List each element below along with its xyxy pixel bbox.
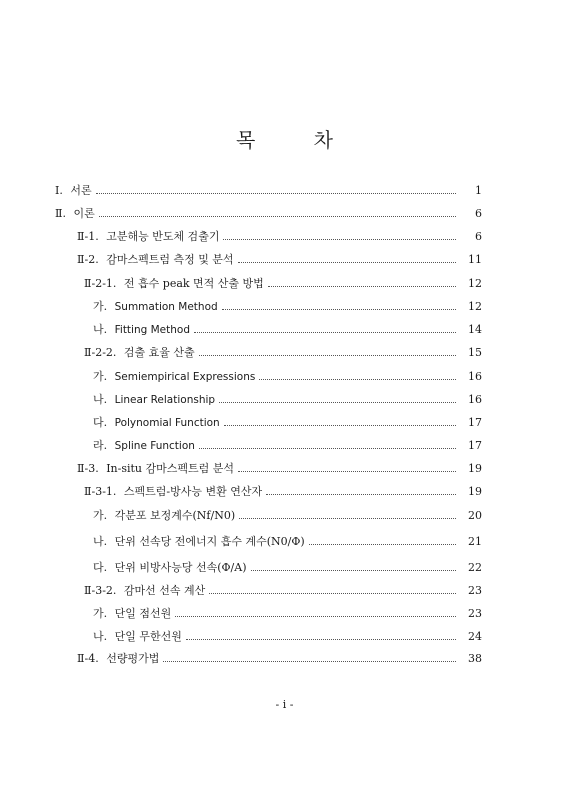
leader-dots	[268, 285, 456, 287]
toc-entry[interactable]	[93, 415, 482, 431]
toc-title: Semiempirical Expressions	[114, 371, 256, 383]
toc-entry[interactable]	[77, 229, 482, 245]
leader-dots	[238, 261, 456, 263]
toc-page-number: 23	[468, 607, 482, 620]
toc-number: Ⅰ.	[55, 184, 67, 197]
toc-page-number: 19	[468, 462, 482, 475]
toc-page-number: 23	[468, 584, 482, 597]
leader-dots	[219, 401, 456, 403]
toc-page-number: 17	[468, 439, 482, 452]
toc-title: 단일 점선원	[114, 607, 172, 620]
toc-title: 선량평가법	[106, 652, 160, 665]
leader-dots	[194, 331, 456, 333]
toc-title: 스펙트럼-방사능 변환 연산자	[123, 485, 263, 498]
toc-title: Fitting Method	[114, 324, 191, 336]
toc-number: 나.	[93, 630, 111, 643]
toc-page-number: 16	[468, 393, 482, 406]
toc-title: 서론	[70, 184, 92, 197]
leader-dots	[199, 354, 456, 356]
leader-dots	[175, 615, 456, 617]
toc-entry[interactable]	[84, 345, 482, 361]
toc-page-number: 12	[468, 300, 482, 313]
toc-page-number: 38	[468, 652, 482, 665]
leader-dots	[266, 493, 456, 495]
toc-entry[interactable]	[84, 583, 482, 599]
toc-number: 라.	[93, 439, 111, 452]
leader-dots	[163, 660, 456, 662]
toc-number: 가.	[93, 607, 111, 620]
toc-entry[interactable]	[93, 392, 482, 408]
leader-dots	[99, 215, 456, 217]
toc-page-number: 17	[468, 416, 482, 429]
page-footer-number: - i -	[275, 698, 294, 711]
leader-dots	[222, 308, 456, 310]
toc-title: 단위 비방사능당 선속(Φ/A)	[114, 561, 247, 574]
toc-page-number: 14	[468, 323, 482, 336]
toc-number: 나.	[93, 535, 111, 548]
toc-entry[interactable]	[77, 461, 482, 477]
leader-dots	[309, 543, 456, 545]
toc-page-number: 24	[468, 630, 482, 643]
toc-entry[interactable]	[93, 299, 482, 315]
toc-page-number: 22	[468, 561, 482, 574]
toc-number: Ⅱ-4.	[77, 652, 103, 665]
toc-title: Spline Function	[114, 440, 195, 452]
toc-number: Ⅱ-3-1.	[84, 485, 120, 498]
toc-entry[interactable]	[55, 206, 482, 222]
toc-entry[interactable]	[93, 369, 482, 385]
leader-dots	[251, 569, 456, 571]
leader-dots	[224, 424, 456, 426]
toc-entry[interactable]	[93, 629, 482, 645]
toc-entry[interactable]	[93, 606, 482, 622]
toc-page-number: 1	[475, 184, 482, 197]
toc-title: Linear Relationship	[114, 394, 216, 406]
toc-number: 가.	[93, 509, 111, 522]
toc-page-number: 6	[475, 230, 482, 243]
toc-number: 가.	[93, 370, 111, 383]
leader-dots	[96, 192, 456, 194]
toc-number: Ⅱ-2-1.	[84, 277, 120, 290]
page-title: 목 차	[236, 128, 359, 152]
toc-title: 각분포 보정계수(Nf/N0)	[114, 509, 236, 522]
toc-title: 전 흡수 peak 면적 산출 방법	[123, 277, 264, 290]
toc-title: Summation Method	[114, 301, 218, 313]
toc-number: 가.	[93, 300, 111, 313]
toc-title: 이론	[73, 207, 95, 220]
toc-number: 다.	[93, 561, 111, 574]
toc-number: Ⅱ-2-2.	[84, 346, 120, 359]
toc-title: 고분해능 반도체 검출기	[106, 230, 220, 243]
toc-number: 나.	[93, 323, 111, 336]
toc-number: Ⅱ-2.	[77, 253, 103, 266]
leader-dots	[199, 447, 456, 449]
leader-dots	[259, 378, 456, 380]
leader-dots	[239, 517, 456, 519]
toc-entry[interactable]	[84, 484, 482, 500]
toc-number: Ⅱ-3-2.	[84, 584, 120, 597]
toc-title: In-situ 감마스펙트럼 분석	[106, 462, 235, 475]
toc-title: 감마선 선속 계산	[123, 584, 206, 597]
toc-page-number: 20	[468, 509, 482, 522]
toc-entry[interactable]	[77, 651, 482, 667]
toc-entry[interactable]	[93, 322, 482, 338]
toc-number: 나.	[93, 393, 111, 406]
toc-title: 단위 선속당 전에너지 흡수 계수(N0/Φ)	[114, 535, 305, 548]
toc-number: Ⅱ.	[55, 207, 70, 220]
leader-dots	[209, 592, 456, 594]
toc-entry[interactable]	[84, 276, 482, 292]
toc-entry[interactable]	[93, 438, 482, 454]
toc-page-number: 12	[468, 277, 482, 290]
toc-title: 감마스펙트럼 측정 및 분석	[106, 253, 234, 266]
toc-entry[interactable]	[77, 252, 482, 268]
toc-number: Ⅱ-1.	[77, 230, 103, 243]
toc-entry[interactable]	[93, 534, 482, 550]
leader-dots	[223, 238, 456, 240]
toc-page-number: 6	[475, 207, 482, 220]
toc-page-number: 11	[468, 253, 482, 266]
toc-entry[interactable]	[55, 183, 482, 199]
toc-title: Polynomial Function	[114, 417, 220, 429]
toc-page-number: 15	[468, 346, 482, 359]
toc-entry[interactable]	[93, 508, 482, 524]
toc-page-number: 21	[468, 535, 482, 548]
toc-number: Ⅱ-3.	[77, 462, 103, 475]
toc-number: 다.	[93, 416, 111, 429]
leader-dots	[238, 470, 456, 472]
toc-page-number: 19	[468, 485, 482, 498]
toc-title: 검출 효율 산출	[123, 346, 195, 359]
toc-page-number: 16	[468, 370, 482, 383]
toc-title: 단일 무한선원	[114, 630, 182, 643]
leader-dots	[186, 638, 456, 640]
toc-entry[interactable]	[93, 560, 482, 576]
